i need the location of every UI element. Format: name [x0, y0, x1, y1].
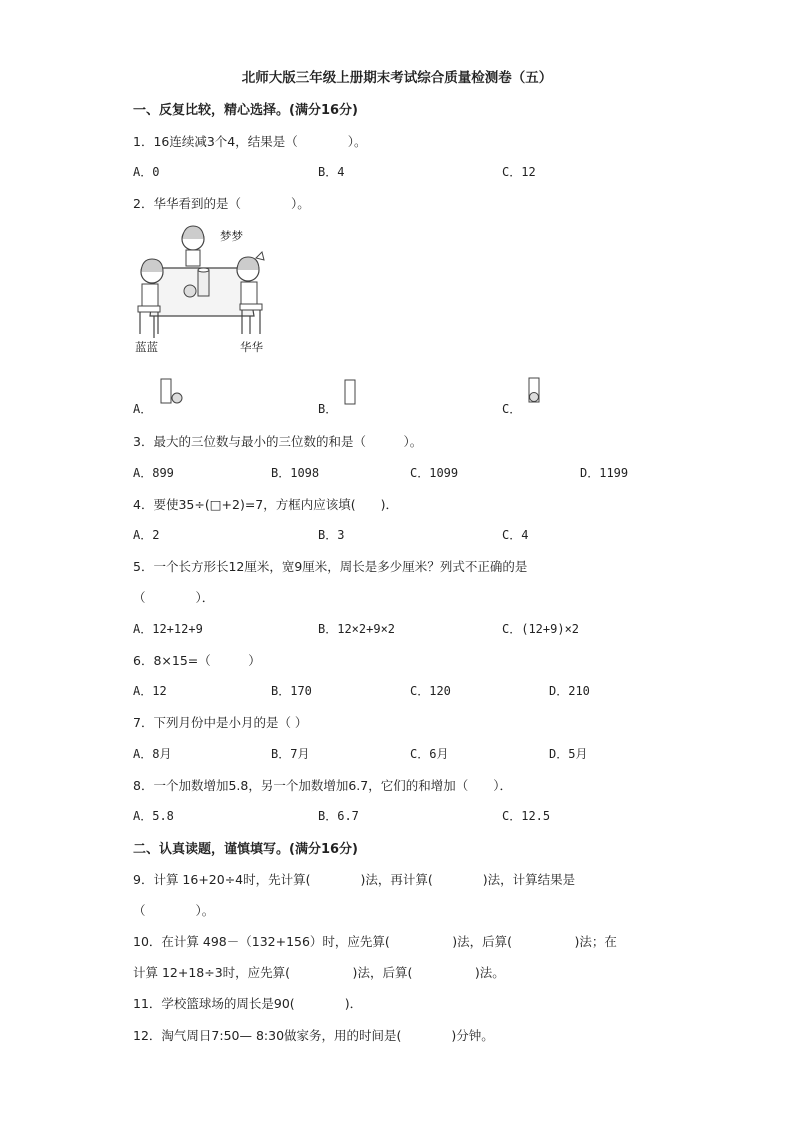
- question-10-line2: 计算 12+18÷3时，应先算( )法，后算( )法。: [133, 965, 505, 980]
- question-9: 9．计算 16+20÷4时，先计算( )法，再计算( )法，计算结果是: [133, 872, 576, 887]
- q6-option-c: C．120: [410, 684, 451, 698]
- label-lanlan: 蓝蓝: [135, 340, 158, 354]
- question-6: 6．8×15=（ ）: [133, 653, 261, 668]
- q7-option-d: D．5月: [549, 747, 588, 761]
- question-2: 2．华华看到的是（ ）。: [133, 196, 310, 211]
- question-4: 4．要使35÷(□+2)=7，方框内应该填( )．: [133, 497, 399, 512]
- label-mengmeng: 梦梦: [220, 229, 243, 243]
- question-5: 5．一个长方形长12厘米，宽9厘米，周长是多少厘米？列式不正确的是: [133, 559, 528, 574]
- question-1: 1．16连续减3个4，结果是（ ）。: [133, 134, 367, 149]
- q2-option-a-view-icon: [159, 378, 185, 406]
- q4-option-b: B．3: [318, 528, 345, 542]
- q2-option-a: A．: [133, 402, 153, 416]
- section-1-heading: 一、反复比较，精心选择。(满分16分): [133, 103, 358, 118]
- q3-option-b: B．1098: [271, 466, 320, 480]
- question-9-line2: （ ）。: [133, 903, 215, 918]
- q4-option-c: C．4: [502, 528, 529, 542]
- q2-option-c: C．: [502, 402, 522, 416]
- table-scene-figure: [128, 222, 274, 354]
- q5-option-c: C．(12+9)×2: [502, 622, 580, 636]
- q6-option-a: A．12: [133, 684, 167, 698]
- q7-option-b: B．7月: [271, 747, 310, 761]
- question-7: 7．下列月份中是小月的是（ ）: [133, 715, 308, 730]
- q2-option-b-view-icon: [343, 379, 359, 407]
- question-5-line2: （ ）．: [133, 590, 215, 605]
- q5-option-b: B．12×2+9×2: [318, 622, 396, 636]
- q1-option-b: B．4: [318, 165, 345, 179]
- q7-option-a: A．8月: [133, 747, 172, 761]
- page-title: 北师大版三年级上册期末考试综合质量检测卷（五）: [241, 70, 553, 86]
- question-8: 8．一个加数增加5.8，另一个加数增加6.7，它们的和增加（ ）．: [133, 778, 512, 793]
- q4-option-a: A．2: [133, 528, 160, 542]
- question-3: 3．最大的三位数与最小的三位数的和是（ ）。: [133, 434, 423, 449]
- q7-option-c: C．6月: [410, 747, 449, 761]
- q2-option-b: B．: [318, 402, 338, 416]
- q2-option-c-view-icon: [527, 377, 543, 405]
- question-11: 11．学校篮球场的周长是90( )．: [133, 996, 363, 1011]
- q6-option-d: D．210: [549, 684, 590, 698]
- section-2-heading: 二、认真读题，谨慎填写。(满分16分): [133, 842, 358, 857]
- table-scene-illustration: [128, 222, 274, 354]
- question-10: 10．在计算 498－（132+156）时，应先算( )法，后算( )法；在: [133, 934, 617, 949]
- q8-option-a: A．5.8: [133, 809, 174, 823]
- q1-option-c: C．12: [502, 165, 536, 179]
- q6-option-b: B．170: [271, 684, 312, 698]
- q8-option-b: B．6.7: [318, 809, 359, 823]
- q8-option-c: C．12.5: [502, 809, 551, 823]
- label-huahua: 华华: [240, 340, 263, 354]
- q3-option-a: A．899: [133, 466, 174, 480]
- q3-option-c: C．1099: [410, 466, 459, 480]
- q3-option-d: D．1199: [580, 466, 629, 480]
- question-12: 12．淘气周日7:50— 8:30做家务，用的时间是( )分钟。: [133, 1028, 494, 1043]
- q5-option-a: A．12+12+9: [133, 622, 203, 636]
- q1-option-a: A．0: [133, 165, 160, 179]
